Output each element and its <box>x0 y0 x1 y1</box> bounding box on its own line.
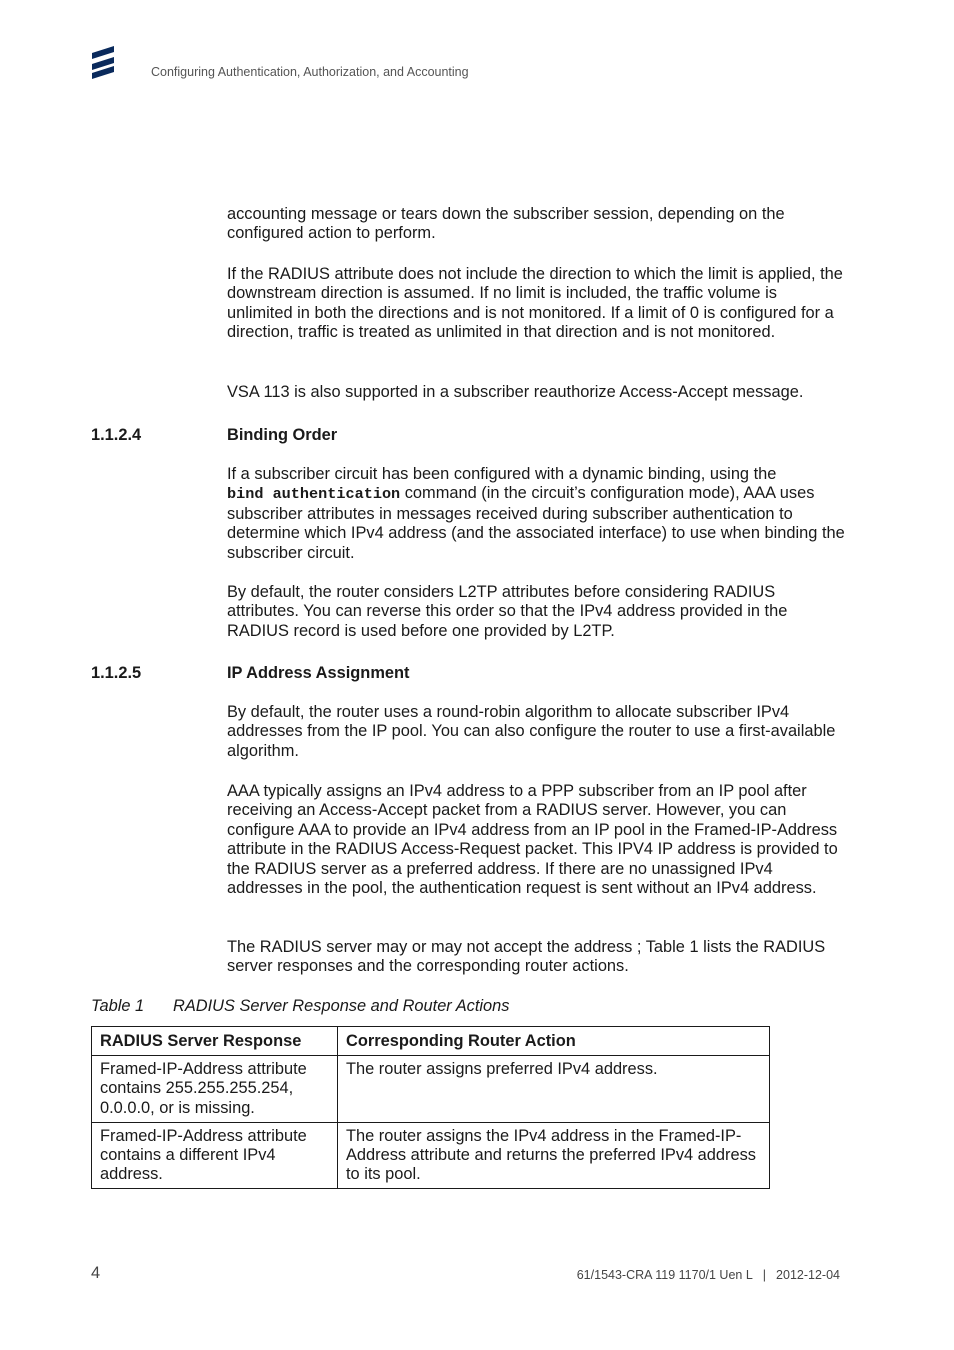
paragraph-binding-intro <box>227 465 847 563</box>
paragraph-text: By default, the router uses a round-robin algorithm to allocate subscriber IPv4 addresses from the IP pool. You can also configure the router to use a first-available algorithm. <box>227 703 836 760</box>
section-number-binding: 1.1.2.4 <box>91 426 142 444</box>
paragraph-text: VSA 113 is also supported in a subscriber reauthorize Access-Accept message. <box>227 383 804 401</box>
header-title: Configuring Authentication, Authorization, and Accounting <box>151 65 469 79</box>
paragraph-vsa <box>227 383 847 402</box>
ericsson-logo-icon <box>89 44 117 80</box>
code-command: bind authentication <box>227 485 401 504</box>
paragraph-ip-radius <box>227 938 847 977</box>
paragraph-direction <box>227 265 847 343</box>
section-title-binding: Binding Order <box>227 426 338 444</box>
paragraph-binding-default <box>227 583 847 641</box>
table-cell: Framed-IP-Address attribute contains a different IPv4 address. <box>92 1122 338 1189</box>
section-number-ip: 1.1.2.5 <box>91 664 142 682</box>
page-number: 4 <box>91 1264 101 1282</box>
table-header-cell: RADIUS Server Response <box>92 1027 338 1056</box>
table-row <box>92 1122 770 1189</box>
footer-separator: | <box>762 1268 767 1282</box>
paragraph-text-start: If a subscriber circuit has been configured with a dynamic binding, using the <box>227 465 777 483</box>
table-caption <box>91 997 509 1016</box>
paragraph-text: AAA typically assigns an IPv4 address to a PPP subscriber from an IP pool after receiving an Access-Accept packet from a RADIUS server. However, you can configure AAA to provide an IPv4 address from an IP pool in the Framed-IP-Address attribute in the RADIUS Access-Request packet. This IPV4 IP address is provided to the RADIUS server as a preferred address. If there are no unassigned IPv4 addresses in the pool, the authentication request is sent without an IPv4 address. <box>227 782 838 898</box>
table-cell: Framed-IP-Address attribute contains 255.255.255.254, 0.0.0.0, or is missing. <box>92 1056 338 1123</box>
footer-reference <box>577 1268 840 1282</box>
document-number: 61/1543-CRA 119 1170/1 Uen L <box>576 1268 753 1282</box>
radius-response-table <box>91 1026 770 1189</box>
paragraph-text-end: command (in the circuit’s configuration mode), AAA uses subscriber attributes in messages received during subscriber authentication to determine which IPv4 address (and the associated interface) to use when binding the subscriber circuit. <box>227 484 845 562</box>
table-row <box>92 1056 770 1123</box>
section-title-ip: IP Address Assignment <box>227 664 410 682</box>
table-cell: The router assigns preferred IPv4 address. <box>338 1056 770 1123</box>
table-caption-label: Table 1 <box>91 997 145 1015</box>
paragraph-text: By default, the router considers L2TP attributes before considering RADIUS attributes. You can reverse this order so that the IPv4 address provided in the RADIUS record is used before one provided by L2TP. <box>227 583 788 640</box>
paragraph-ip-roundrobin <box>227 703 847 761</box>
table-header-cell: Corresponding Router Action <box>338 1027 770 1056</box>
paragraph-text: If the RADIUS attribute does not include the direction to which the limit is applied, the downstream direction is assumed. If no limit is included, the traffic volume is unlimited in both the directions and is not monitored. If a limit of 0 is configured for a direction, traffic is treated as unlimited in that direction and is not monitored. <box>227 265 843 342</box>
table-caption-title: RADIUS Server Response and Router Actions <box>173 997 510 1015</box>
paragraph-text <box>227 465 847 563</box>
paragraph-accounting <box>227 205 847 244</box>
paragraph-text: accounting message or tears down the subscriber session, depending on the configured action to perform. <box>227 205 785 243</box>
paragraph-text: The RADIUS server may or may not accept the address ; Table 1 lists the RADIUS server responses and the corresponding router actions. <box>227 938 826 976</box>
table-header-row <box>92 1027 770 1056</box>
paragraph-ip-aaa <box>227 782 847 898</box>
table-cell: The router assigns the IPv4 address in the Framed-IP-Address attribute and returns the preferred IPv4 address to its pool. <box>338 1122 770 1189</box>
document-date: 2012-12-04 <box>776 1268 840 1282</box>
